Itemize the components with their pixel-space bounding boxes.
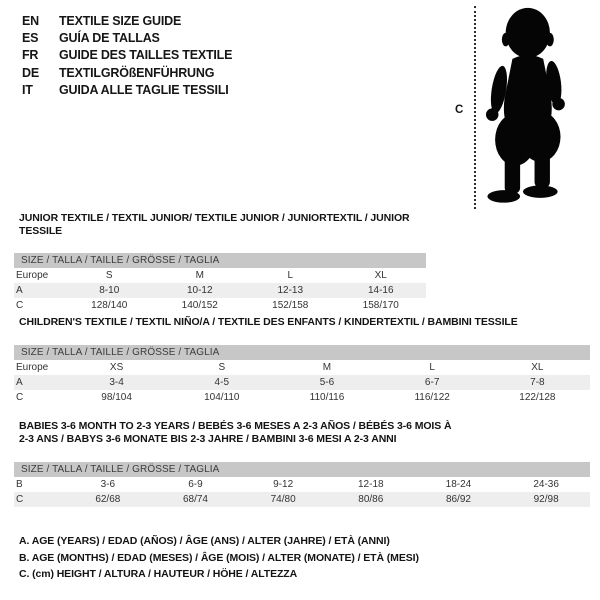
language-code: ES	[22, 31, 39, 46]
table-cell: L	[287, 270, 294, 281]
table-cell: 74/80	[239, 492, 327, 507]
table-row	[14, 375, 590, 390]
table-cell: 128/140	[91, 300, 128, 311]
table-cell: 152/158	[272, 300, 309, 311]
height-measure-dotted-line	[474, 6, 476, 209]
language-code: FR	[22, 48, 39, 63]
table-cell: 68/74	[152, 492, 240, 507]
language-code: EN	[22, 14, 39, 28]
row-label: C	[16, 392, 24, 403]
table-cell: 92/98	[502, 492, 590, 507]
language-title: GUÍA DE TALLAS	[59, 31, 160, 46]
language-code: IT	[22, 82, 33, 97]
row-label: A	[14, 375, 64, 390]
table-cell: 14-16	[336, 283, 427, 298]
table-cell: 24-36	[533, 479, 559, 490]
size-table-junior	[14, 268, 426, 313]
table-cell: 6-7	[380, 375, 485, 390]
footnote-line: B. AGE (MONTHS) / EDAD (MESES) / ÂGE (MOIS) / ALTER (MONATE) / ETÀ (MESI)	[19, 551, 419, 564]
section-title: BABIES 3-6 MONTH TO 2-3 YEARS / BEBÉS 3-6 MESES A 2-3 AÑOS / BÉBÉS 3-6 MOIS À 2-3 ANS / BABYS 3-6 MONATE BIS 2-3 JAHRE / BAMBINI 3-6 MESI A 2-3 ANNI	[19, 420, 452, 445]
table-cell: 86/92	[415, 492, 503, 507]
table-cell: 158/170	[362, 300, 399, 311]
table-cell: 9-12	[273, 479, 294, 490]
table-cell: 122/128	[519, 392, 556, 403]
table-cell: 3-6	[100, 479, 116, 490]
language-row	[22, 65, 232, 82]
size-header-bar: SIZE / TALLA / TAILLE / GRÖSSE / TAGLIA	[14, 462, 590, 477]
language-title: TEXTILE SIZE GUIDE	[59, 14, 182, 28]
baby-silhouette-icon	[479, 5, 567, 207]
table-row	[14, 268, 426, 283]
table-cell: 140/152	[181, 300, 218, 311]
size-header-bar: SIZE / TALLA / TAILLE / GRÖSSE / TAGLIA	[14, 345, 590, 360]
table-cell: 12-13	[245, 283, 336, 298]
section-babies-textile	[14, 420, 590, 507]
row-label: C	[16, 300, 24, 311]
table-cell: 18-24	[445, 479, 472, 490]
size-table-babies	[14, 477, 590, 507]
row-label: Europe	[16, 362, 49, 373]
table-row	[14, 492, 590, 507]
table-cell: M	[195, 270, 204, 281]
section-title: CHILDREN'S TEXTILE / TEXTIL NIÑO/A / TEXTILE DES ENFANTS / KINDERTEXTIL / BAMBINI TESSILE	[19, 316, 518, 328]
table-row	[14, 298, 426, 313]
table-cell: 6-9	[188, 479, 203, 490]
footnotes	[14, 533, 419, 583]
table-cell: 3-4	[64, 375, 169, 390]
table-cell: XL	[374, 270, 387, 281]
section-title: JUNIOR TEXTILE / TEXTIL JUNIOR/ TEXTILE JUNIOR / JUNIORTEXTIL / JUNIOR TESSILE	[19, 212, 410, 237]
table-cell: 7-8	[485, 375, 590, 390]
table-cell: 80/86	[327, 492, 415, 507]
table-row	[14, 360, 590, 375]
size-table-children	[14, 360, 590, 405]
table-cell: 10-12	[155, 283, 246, 298]
table-cell: S	[218, 362, 226, 373]
table-cell: 98/104	[101, 392, 132, 403]
table-row	[14, 283, 426, 298]
section-childrens-textile	[14, 316, 590, 405]
table-cell: 104/110	[204, 392, 240, 403]
language-title: TEXTILGRÖßENFÜHRUNG	[59, 65, 215, 80]
table-cell: 4-5	[169, 375, 274, 390]
table-cell: XS	[109, 362, 124, 373]
language-list	[22, 13, 232, 99]
row-label: A	[14, 283, 64, 298]
table-cell: S	[105, 270, 113, 281]
table-row	[14, 477, 590, 492]
table-cell: L	[429, 362, 435, 373]
language-title: GUIDA ALLE TAGLIE TESSILI	[59, 82, 229, 97]
table-cell: 8-10	[64, 283, 155, 298]
language-title: GUIDE DES TAILLES TEXTILE	[59, 48, 233, 63]
table-cell: 62/68	[64, 492, 152, 507]
table-cell: 110/116	[309, 392, 345, 403]
row-label: Europe	[16, 270, 49, 281]
height-measure-label: C	[455, 104, 464, 116]
table-cell: XL	[531, 362, 544, 373]
table-cell: 5-6	[274, 375, 379, 390]
language-code: DE	[22, 65, 39, 80]
language-row	[22, 13, 232, 30]
language-row	[22, 47, 232, 64]
row-label: B	[16, 479, 23, 490]
table-cell: 116/122	[414, 392, 450, 403]
language-row	[22, 30, 232, 47]
language-row	[22, 82, 232, 99]
table-row	[14, 390, 590, 405]
table-cell: M	[322, 362, 332, 373]
footnote-line: C. (cm) HEIGHT / ALTURA / HAUTEUR / HÖHE / ALTEZZA	[19, 568, 298, 581]
section-junior-textile	[14, 212, 426, 313]
footnote-line: A. AGE (YEARS) / EDAD (AÑOS) / ÂGE (ANS) / ALTER (JAHRE) / ETÀ (ANNI)	[19, 535, 390, 547]
row-label: C	[14, 492, 64, 507]
table-cell: 12-18	[358, 479, 384, 490]
size-header-bar: SIZE / TALLA / TAILLE / GRÖSSE / TAGLIA	[14, 253, 426, 268]
